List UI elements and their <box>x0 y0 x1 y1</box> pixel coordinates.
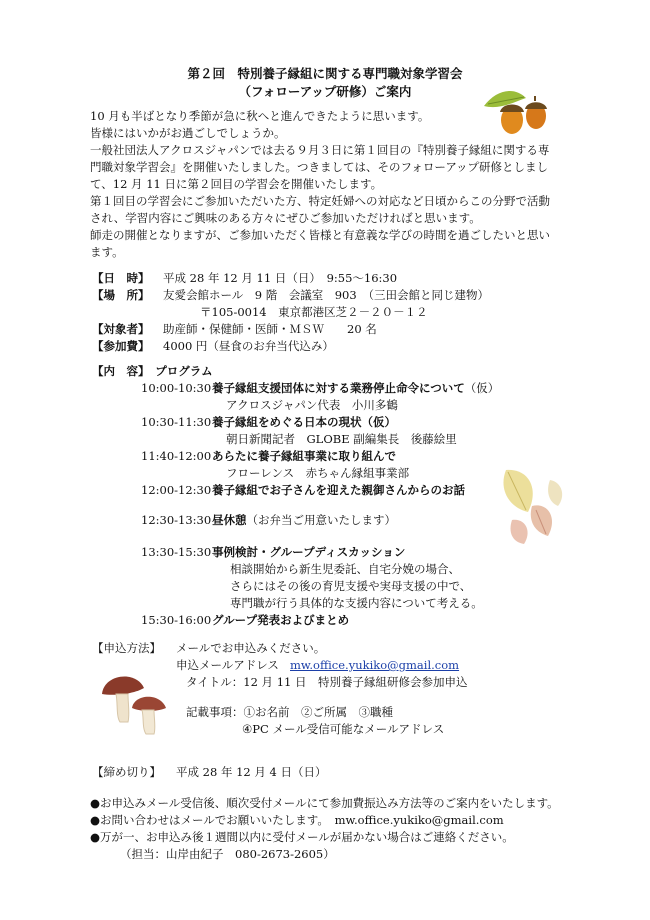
intro-line-4: 門職対象学習会』を開催いたしました。つきましては、そのフォローアップ研修としまし <box>90 160 549 174</box>
intro-line-1: 10 月も半ばとなり季節が急に秋へと進んできたように思います。 <box>90 109 430 123</box>
apply-address-label: 申込メールアドレス <box>176 658 279 672</box>
intro-line-7: され、学習内容にご興味のある方々にぜひご参加いただければと思います。 <box>90 211 481 225</box>
note-3: ●万が一、お申込み後１週間以内に受付メールが届かない場合はご連絡ください。 <box>90 830 514 844</box>
program-sub-2: 朝日新聞記者 GLOBE 副編集長 後藤絵里 <box>226 432 457 446</box>
apply-label: 【申込方法】 <box>92 641 161 655</box>
place-value: 友愛会館ホール 9 階 会議室 903 （三田会館と同じ建物） <box>163 288 489 302</box>
program-title-suffix-1: （仮） <box>464 381 500 395</box>
date-label: 【日 時】 <box>92 271 150 285</box>
program-sub-6b: さらにはその後の育児支援や実母支援の中で、 <box>230 579 472 593</box>
target-label: 【対象者】 <box>92 322 150 336</box>
program-title-6: 事例検討・グループディスカッション <box>212 545 406 559</box>
program-title-5: 昼休憩 <box>212 513 247 527</box>
program-sub-6a: 相談開始から新生児委託、自宅分娩の場合、 <box>230 562 460 576</box>
intro-line-2: 皆様にはいかがお過ごしでしょうか。 <box>90 126 286 140</box>
program-title-3: あらたに養子縁組事業に取り組んで <box>212 449 396 463</box>
program-time-7: 15:30-16:00 <box>141 613 212 627</box>
program-item-1 <box>212 380 499 397</box>
program-time-1: 10:00-10:30 <box>141 381 212 395</box>
program-time-5: 12:30-13:30 <box>141 513 212 527</box>
program-title-suffix-5: （お弁当ご用意いたします） <box>246 513 396 527</box>
note-1: ●お申込みメール受信後、順次受付メールにて参加費振込み方法等のご案内をいたします。 <box>90 796 559 810</box>
place-label: 【場 所】 <box>92 288 150 302</box>
apply-line-1: メールでお申込みください。 <box>176 641 326 655</box>
program-sub-1: アクロスジャパン代表 小川多鶴 <box>226 398 398 412</box>
intro-line-9: ます。 <box>90 245 124 259</box>
program-sub-3: フローレンス 赤ちゃん縁組事業部 <box>226 466 410 480</box>
program-time-4: 12:00-12:30 <box>141 483 212 497</box>
apply-items-2: ④PC メール受信可能なメールアドレス <box>242 722 445 736</box>
deadline-value: 平成 28 年 12 月 4 日（日） <box>176 765 327 779</box>
intro-line-5: て、12 月 11 日に第２回目の学習会を開催いたします。 <box>90 177 383 191</box>
target-value: 助産師・保健師・医師・ＭＳＷ 20 名 <box>163 322 377 336</box>
program-time-6: 13:30-15:30 <box>141 545 212 559</box>
note-2: ●お問い合わせはメールでお願いいたします。 mw.office.yukiko@gmail.com <box>90 813 504 827</box>
program-title-7: グループ発表およびまとめ <box>212 613 350 627</box>
leaves-illustration <box>488 460 572 552</box>
deadline-label: 【締め切り】 <box>92 765 161 779</box>
program-label: 【内 容】 プログラム <box>92 364 213 378</box>
contact: （担当：山岸由紀子 080-2673-2605） <box>120 847 335 861</box>
program-title-2: 養子縁組をめぐる日本の現状（仮） <box>212 415 396 429</box>
acorn-illustration <box>478 76 558 142</box>
intro-line-3: 一般社団法人アクロスジャパンでは去る９月３日に第１回目の『特別養子縁組に関する専 <box>90 143 550 157</box>
intro-line-8: 師走の開催となりますが、ご参加いただく皆様と有意義な学びの時間を過ごしたいと思い <box>90 228 550 242</box>
title-line-2: （フォローアップ研修）ご案内 <box>238 84 412 99</box>
program-time-3: 11:40-12:00 <box>141 449 212 463</box>
apply-items-1: 記載事項：①お名前 ②ご所属 ③職種 <box>186 705 393 719</box>
fee-label: 【参加費】 <box>92 339 150 353</box>
apply-email-link[interactable]: mw.office.yukiko@gmail.com <box>290 658 460 672</box>
mushroom-illustration <box>94 664 174 744</box>
place-address: 〒105-0014 東京都港区芝２－２０－１２ <box>200 305 428 319</box>
program-title-1: 養子縁組支援団体に対する業務停止命令について <box>212 381 465 395</box>
program-time-2: 10:30-11:30 <box>141 415 212 429</box>
apply-subject: タイトル：12 月 11 日 特別養子縁組研修会参加申込 <box>186 675 468 689</box>
fee-value: 4000 円（昼食のお弁当代込み） <box>163 339 334 353</box>
program-title-4: 養子縁組でお子さんを迎えた親御さんからのお話 <box>212 483 465 497</box>
title-line-1: 第２回 特別養子縁組に関する専門職対象学習会 <box>187 66 463 81</box>
intro-line-6: 第１回目の学習会にご参加いただいた方、特定妊婦への対応など日頃からこの分野で活動 <box>90 194 550 208</box>
program-sub-6c: 専門職が行う具体的な支援内容について考える。 <box>230 596 483 610</box>
date-value: 平成 28 年 12 月 11 日（日） 9:55～16:30 <box>163 271 398 285</box>
program-item-5 <box>212 512 396 529</box>
